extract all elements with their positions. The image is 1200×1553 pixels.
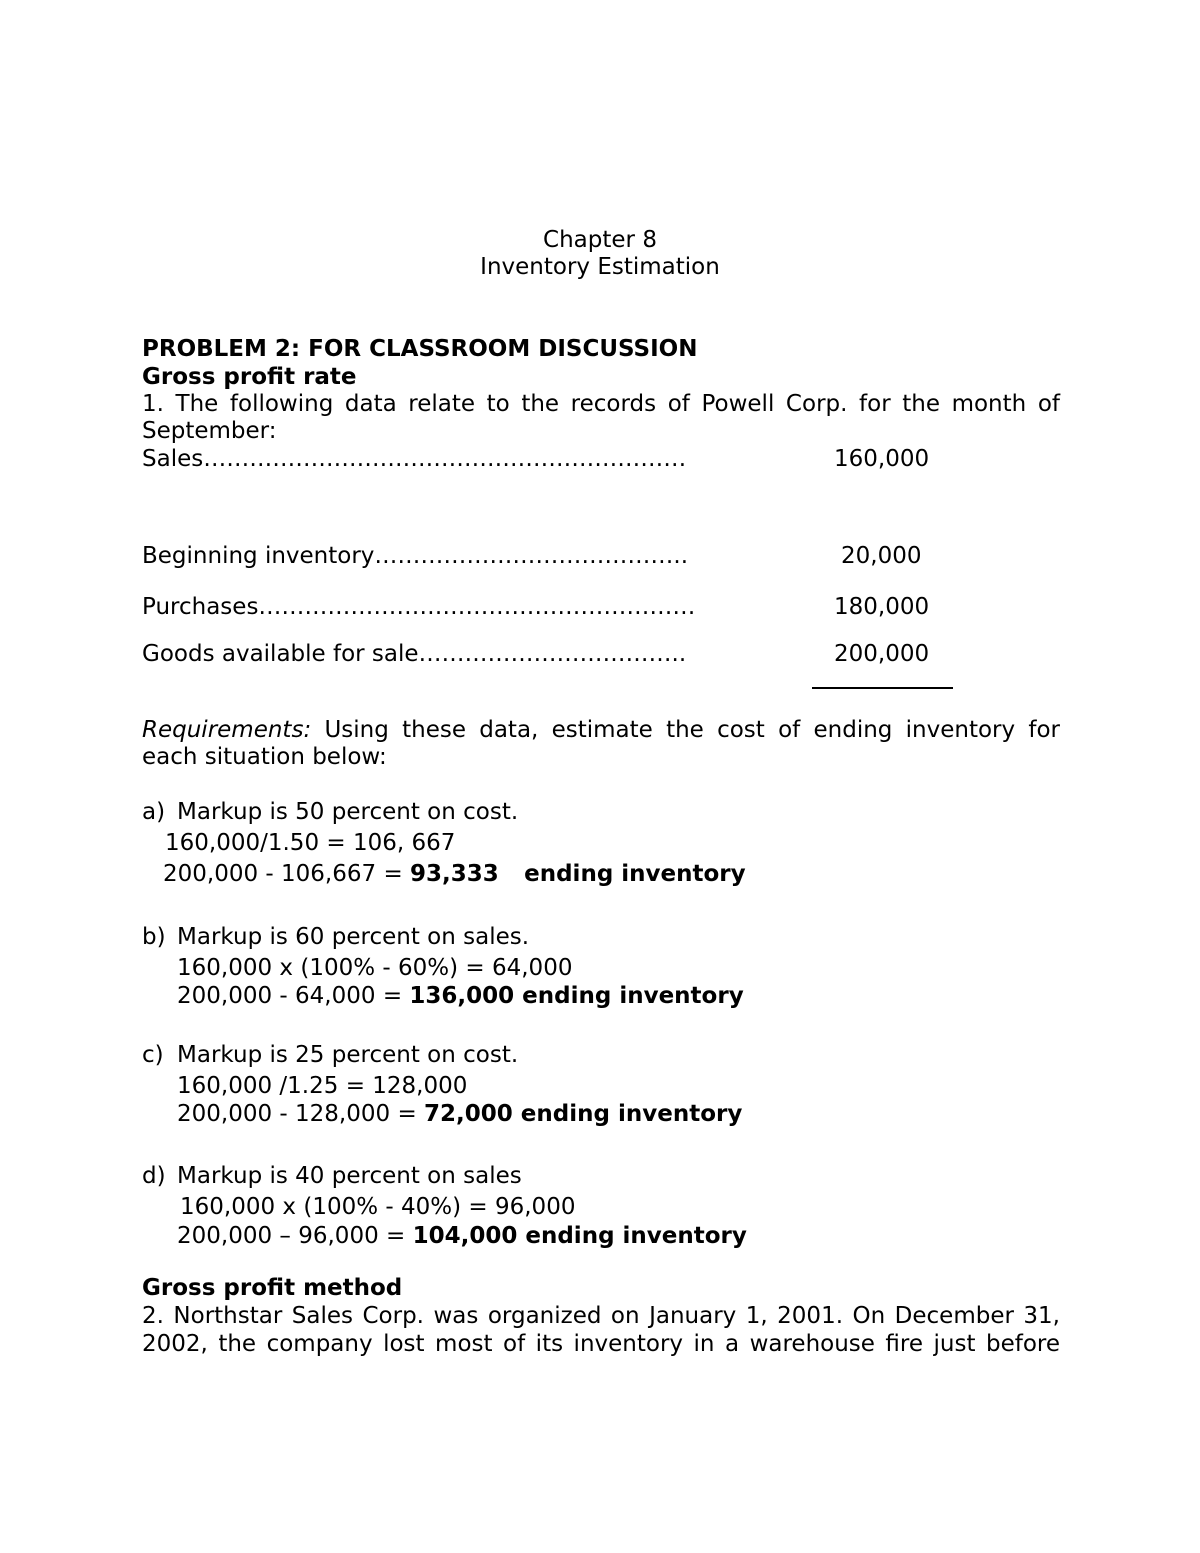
situation-b-calc-2-prefix: 200,000 - 64,000 = [177,983,403,1009]
sales-label: Sales……………………………………………………… [142,446,687,472]
goods-available-label: Goods available for sale…………………………….. [142,641,687,667]
situation-c-letter: c) [142,1042,164,1068]
chapter-number: Chapter 8 [543,227,657,253]
situation-a-letter: a) [142,799,166,825]
gross-profit-method-heading: Gross profit method [142,1275,403,1301]
goods-available-value: 200,000 [834,641,930,667]
total-underline [812,687,953,689]
gross-profit-method-line-2: 2002, the company lost most of its inventory in a warehouse fire just before [142,1331,1060,1357]
requirements-line-1 [142,716,1060,744]
gross-profit-method-line-1: 2. Northstar Sales Corp. was organized on January 1, 2001. On December 31, [142,1303,1060,1329]
intro-line-1: 1. The following data relate to the records of Powell Corp. for the month of [142,391,1060,417]
requirements-line-2: each situation below: [142,744,387,770]
chapter-title: Inventory Estimation [480,254,720,280]
situation-a-answer-suffix: ending inventory [524,861,746,887]
situation-b-letter: b) [142,924,166,950]
situation-b-title: Markup is 60 percent on sales. [177,924,530,950]
situation-a-calc-2-prefix: 200,000 - 106,667 = [163,861,403,887]
situation-a-title: Markup is 50 percent on cost. [177,799,519,825]
situation-b-calc-1: 160,000 x (100% - 60%) = 64,000 [177,955,573,981]
situation-d-calc-1: 160,000 x (100% - 40%) = 96,000 [180,1194,576,1220]
situation-c-calc-2 [177,1100,742,1128]
situation-a-calc-2 [163,860,746,888]
purchases-label: Purchases………………………………………………… [142,594,696,620]
sales-value: 160,000 [834,446,930,472]
intro-line-2: September: [142,418,277,444]
situation-c-calc-2-prefix: 200,000 - 128,000 = [177,1101,417,1127]
requirements-label: Requirements: [142,717,312,743]
situation-b-answer: 136,000 ending inventory [409,983,744,1009]
beginning-inventory-label: Beginning inventory………………………………….. [142,543,689,569]
situation-d-answer: 104,000 ending inventory [412,1223,747,1249]
beginning-inventory-value: 20,000 [841,543,922,569]
situation-c-title: Markup is 25 percent on cost. [177,1042,519,1068]
requirements-text: Using these data, estimate the cost of ending inventory for [324,717,1060,743]
problem-heading: PROBLEM 2: FOR CLASSROOM DISCUSSION [142,336,698,362]
situation-d-title: Markup is 40 percent on sales [177,1163,522,1189]
situation-a-calc-1: 160,000/1.50 = 106, 667 [165,830,456,856]
section-subheading: Gross profit rate [142,364,357,390]
situation-d-calc-2-prefix: 200,000 – 96,000 = [177,1223,406,1249]
situation-a-answer: 93,333 [410,861,499,887]
situation-c-answer: 72,000 ending inventory [424,1101,743,1127]
situation-c-calc-1: 160,000 /1.25 = 128,000 [177,1073,468,1099]
purchases-value: 180,000 [834,594,930,620]
situation-d-calc-2 [177,1222,747,1250]
situation-d-letter: d) [142,1163,166,1189]
situation-b-calc-2 [177,982,744,1010]
